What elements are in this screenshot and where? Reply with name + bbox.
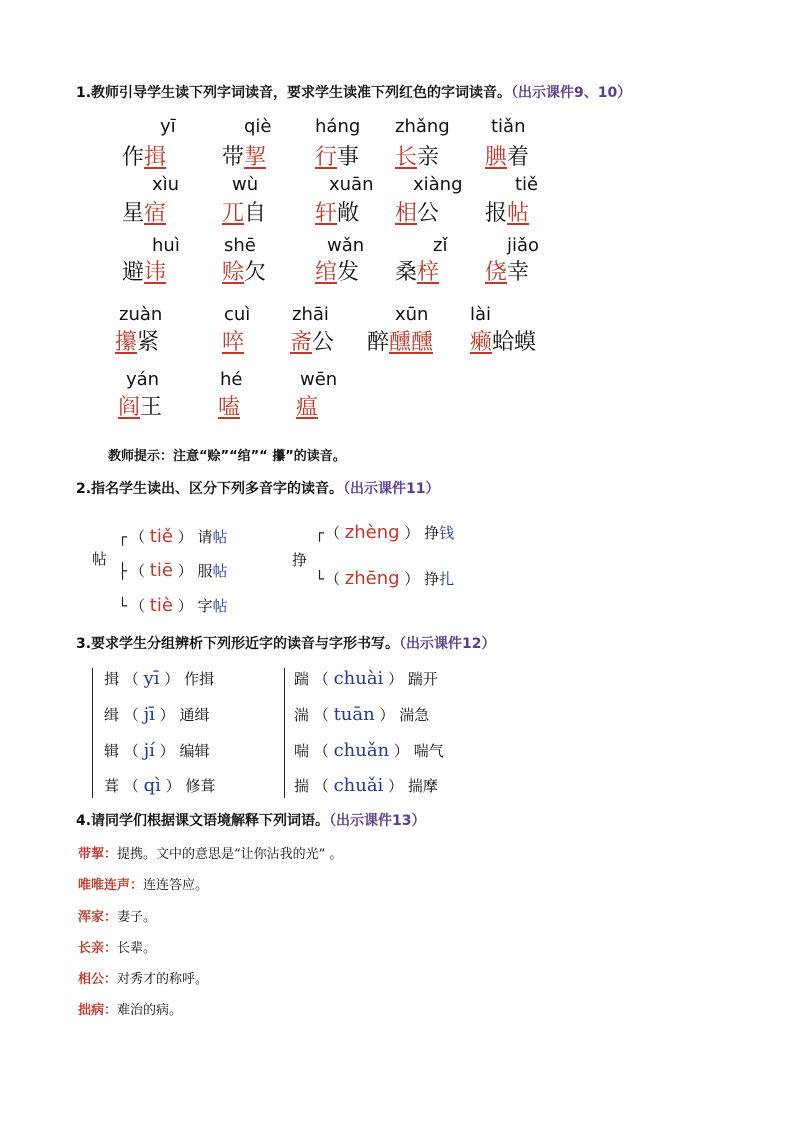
definition-row bbox=[78, 906, 156, 925]
highlight-char: 攥 bbox=[115, 330, 138, 355]
word-item bbox=[122, 255, 166, 286]
paren-open: （ bbox=[309, 742, 334, 760]
word-prefix: 报 bbox=[485, 201, 508, 226]
word-item bbox=[367, 325, 433, 356]
word-item bbox=[222, 140, 266, 171]
polyphone-row bbox=[130, 526, 228, 547]
pinyin: hé bbox=[220, 369, 243, 390]
section3-title: 3.要求学生分组辨析下列形近字的读音与字形书写。 bbox=[76, 636, 400, 652]
polyphone-pinyin: tiě bbox=[149, 526, 173, 547]
polyphone-char: 挣 bbox=[292, 551, 308, 569]
definition-row bbox=[78, 937, 156, 956]
similar-word: 湍急 bbox=[399, 706, 430, 724]
paren-open: （ bbox=[325, 570, 345, 588]
similar-pinyin: jí bbox=[143, 740, 155, 761]
similar-pinyin: chuǎi bbox=[333, 775, 384, 796]
pinyin: xūn bbox=[395, 304, 429, 325]
word-item bbox=[222, 255, 266, 286]
word-suffix: 亲 bbox=[417, 145, 440, 170]
paren-open: （ bbox=[130, 528, 150, 546]
similar-char: 湍 bbox=[294, 706, 310, 724]
highlight-char: 梓 bbox=[417, 260, 440, 285]
word-item bbox=[218, 390, 240, 421]
word-suffix: 欠 bbox=[244, 260, 267, 285]
definition-text: 难治的病。 bbox=[117, 1003, 183, 1018]
word-item bbox=[122, 140, 166, 171]
word-key: 帖 bbox=[212, 562, 228, 580]
polyphone-row bbox=[130, 595, 228, 616]
similar-char-row bbox=[294, 704, 429, 725]
word-item bbox=[485, 255, 529, 286]
pinyin: háng bbox=[315, 116, 361, 137]
similar-char-row bbox=[294, 775, 438, 796]
word-key: 扎 bbox=[439, 570, 455, 588]
highlight-char: 挈 bbox=[244, 145, 267, 170]
highlight-char: 轩 bbox=[315, 201, 338, 226]
brace-mark: ┌ bbox=[315, 524, 325, 542]
similar-char-row bbox=[294, 668, 438, 689]
word-item bbox=[395, 140, 439, 171]
polyphone-pinyin: tiē bbox=[149, 560, 173, 581]
paren-open: （ bbox=[309, 706, 334, 724]
similar-pinyin: tuān bbox=[333, 704, 375, 725]
similar-word: 揣摩 bbox=[407, 777, 438, 795]
word-prefix: 桑 bbox=[395, 260, 418, 285]
similar-word: 踹开 bbox=[407, 670, 438, 688]
paren-open: （ bbox=[119, 777, 144, 795]
section3-note: （出示课件12） bbox=[399, 636, 496, 652]
paren-close: ） bbox=[172, 562, 193, 580]
polyphone-pinyin: zhèng bbox=[344, 522, 400, 543]
definition-text: 长辈。 bbox=[117, 941, 157, 956]
paren-open: （ bbox=[309, 670, 334, 688]
word-suffix: 敞 bbox=[337, 201, 360, 226]
paren-open: （ bbox=[119, 706, 144, 724]
word-suffix: 事 bbox=[337, 145, 360, 170]
definition-term: 浑家： bbox=[78, 910, 118, 925]
similar-pinyin: yī bbox=[143, 668, 160, 689]
highlight-char: 宿 bbox=[144, 201, 167, 226]
definition-term: 带挈： bbox=[78, 847, 118, 862]
polyphone-row bbox=[130, 560, 228, 581]
paren-close: ） bbox=[399, 570, 420, 588]
similar-pinyin: qì bbox=[143, 775, 161, 796]
section2-heading bbox=[76, 478, 440, 498]
highlight-char: 绾 bbox=[315, 260, 338, 285]
paren-close: ） bbox=[172, 597, 193, 615]
teacher-tip: 教师提示：注意“赊”“绾”“ 攥”的读音。 bbox=[108, 449, 346, 464]
word-suffix: 公 bbox=[417, 201, 440, 226]
highlight-char: 帖 bbox=[507, 201, 530, 226]
similar-char-row bbox=[294, 740, 444, 761]
similar-char: 揣 bbox=[294, 777, 310, 795]
similar-char: 辑 bbox=[104, 742, 120, 760]
similar-char: 揖 bbox=[104, 670, 120, 688]
polyphone-pinyin: zhēng bbox=[344, 568, 400, 589]
highlight-char: 相 bbox=[395, 201, 418, 226]
word-prefix: 避 bbox=[122, 260, 145, 285]
word-suffix: 蛤蟆 bbox=[492, 330, 537, 355]
similar-word: 修葺 bbox=[185, 777, 216, 795]
word-item bbox=[315, 255, 359, 286]
word-suffix: 发 bbox=[337, 260, 360, 285]
highlight-char: 赊 bbox=[222, 260, 245, 285]
highlight-char: 嗑 bbox=[218, 395, 241, 420]
similar-word: 作揖 bbox=[184, 670, 215, 688]
similar-word: 喘气 bbox=[413, 742, 444, 760]
pinyin: tiǎn bbox=[491, 116, 526, 137]
word-part: 挣 bbox=[419, 570, 440, 588]
pinyin: yī bbox=[160, 116, 176, 137]
paren-close: ） bbox=[399, 524, 420, 542]
word-suffix: 紧 bbox=[137, 330, 160, 355]
definition-row bbox=[78, 999, 182, 1018]
word-part: 请 bbox=[192, 528, 213, 546]
pinyin: xuān bbox=[329, 174, 374, 195]
polyphone-char: 帖 bbox=[92, 550, 108, 568]
brace-mark: └ bbox=[315, 570, 325, 588]
similar-char-row bbox=[104, 775, 215, 796]
similar-char-row bbox=[104, 740, 209, 761]
definition-term: 唯唯连声： bbox=[78, 878, 144, 893]
similar-word: 通缉 bbox=[179, 706, 210, 724]
definition-text: 妻子。 bbox=[117, 910, 157, 925]
right-bracket-line bbox=[284, 668, 285, 798]
highlight-char: 醺醺 bbox=[389, 330, 434, 355]
similar-char: 喘 bbox=[294, 742, 310, 760]
left-bracket-line bbox=[92, 668, 93, 798]
definition-text: 对秀才的称呼。 bbox=[117, 972, 209, 987]
word-key: 帖 bbox=[212, 597, 228, 615]
paren-close: ） bbox=[159, 670, 185, 688]
word-suffix: 着 bbox=[507, 145, 530, 170]
word-part: 字 bbox=[192, 597, 213, 615]
similar-char: 缉 bbox=[104, 706, 120, 724]
highlight-char: 斋 bbox=[290, 330, 313, 355]
paren-close: ） bbox=[383, 670, 408, 688]
similar-word: 编辑 bbox=[179, 742, 210, 760]
section1-note: （出示课件9、10） bbox=[511, 85, 632, 101]
definition-term: 拙病： bbox=[78, 1003, 118, 1018]
paren-open: （ bbox=[130, 597, 150, 615]
word-item bbox=[395, 255, 439, 286]
paren-close: ） bbox=[160, 777, 186, 795]
paren-close: ） bbox=[389, 742, 414, 760]
word-item bbox=[315, 196, 359, 227]
pinyin: shē bbox=[224, 235, 256, 256]
highlight-char: 瘟 bbox=[296, 395, 319, 420]
definition-row bbox=[78, 968, 208, 987]
pinyin: xiàng bbox=[413, 174, 463, 195]
word-suffix: 公 bbox=[312, 330, 335, 355]
word-prefix: 作 bbox=[122, 145, 145, 170]
paren-close: ） bbox=[172, 528, 193, 546]
similar-char: 踹 bbox=[294, 670, 310, 688]
highlight-char: 行 bbox=[315, 145, 338, 170]
word-item bbox=[485, 196, 529, 227]
word-item bbox=[296, 390, 318, 421]
paren-open: （ bbox=[309, 777, 334, 795]
word-key: 帖 bbox=[212, 528, 228, 546]
highlight-char: 啐 bbox=[222, 330, 245, 355]
word-item bbox=[290, 325, 334, 356]
highlight-char: 揖 bbox=[144, 145, 167, 170]
similar-pinyin: jī bbox=[143, 704, 155, 725]
highlight-char: 长 bbox=[395, 145, 418, 170]
pinyin: wù bbox=[232, 174, 259, 195]
word-suffix: 幸 bbox=[507, 260, 530, 285]
paren-open: （ bbox=[130, 562, 150, 580]
word-item bbox=[122, 196, 166, 227]
highlight-char: 阎 bbox=[118, 395, 141, 420]
word-item bbox=[222, 196, 266, 227]
polyphone-row bbox=[325, 568, 454, 589]
brace-mark: └ bbox=[118, 597, 128, 615]
word-item bbox=[222, 325, 244, 356]
definition-term: 长亲： bbox=[78, 941, 118, 956]
definition-term: 相公： bbox=[78, 972, 118, 987]
brace-mark: ┌ bbox=[118, 528, 128, 546]
brace-mark: ├ bbox=[118, 562, 128, 580]
section4-note: （出示课件13） bbox=[329, 813, 426, 829]
section3-heading bbox=[76, 633, 496, 653]
pinyin: wēn bbox=[300, 369, 338, 390]
paren-open: （ bbox=[119, 742, 144, 760]
word-prefix: 带 bbox=[222, 145, 245, 170]
word-item bbox=[395, 196, 439, 227]
word-part: 挣 bbox=[419, 524, 440, 542]
word-item bbox=[115, 325, 159, 356]
similar-char: 葺 bbox=[104, 777, 120, 795]
definition-text: 提携。文中的意思是“让你沾我的光” 。 bbox=[117, 847, 343, 862]
pinyin: tiě bbox=[515, 174, 539, 195]
word-item bbox=[485, 140, 529, 171]
pinyin: jiǎo bbox=[507, 235, 540, 256]
word-prefix: 醉 bbox=[367, 330, 390, 355]
pinyin: zǐ bbox=[433, 235, 448, 256]
section2-title: 2.指名学生读出、区分下列多音字的读音。 bbox=[76, 481, 344, 497]
similar-char-row bbox=[104, 668, 214, 689]
section1-title: 1.教师引导学生读下列字词读音，要求学生读准下列红色的字词读音。 bbox=[76, 85, 512, 101]
pinyin: zuàn bbox=[119, 304, 163, 325]
definition-row bbox=[78, 843, 342, 862]
word-key: 钱 bbox=[439, 524, 455, 542]
pinyin: wǎn bbox=[327, 235, 365, 256]
word-item bbox=[315, 140, 359, 171]
pinyin: qiè bbox=[244, 116, 272, 137]
paren-close: ） bbox=[374, 706, 400, 724]
highlight-char: 腆 bbox=[485, 145, 508, 170]
word-suffix: 自 bbox=[244, 201, 267, 226]
section4-title: 4.请同学们根据课文语境解释下列词语。 bbox=[76, 813, 330, 829]
pinyin: yán bbox=[126, 369, 160, 390]
similar-char-row bbox=[104, 704, 209, 725]
highlight-char: 癞 bbox=[470, 330, 493, 355]
section2-note: （出示课件11） bbox=[343, 481, 440, 497]
paren-close: ） bbox=[154, 742, 180, 760]
similar-pinyin: chuǎn bbox=[333, 740, 390, 761]
highlight-char: 讳 bbox=[144, 260, 167, 285]
section1-heading bbox=[76, 82, 631, 102]
pinyin: huì bbox=[152, 235, 180, 256]
word-item bbox=[470, 325, 536, 356]
word-prefix: 星 bbox=[122, 201, 145, 226]
highlight-char: 兀 bbox=[222, 201, 245, 226]
polyphone-row bbox=[325, 522, 454, 543]
paren-close: ） bbox=[383, 777, 408, 795]
pinyin: zhāi bbox=[292, 304, 329, 325]
highlight-char: 侥 bbox=[485, 260, 508, 285]
pinyin: cuì bbox=[224, 304, 251, 325]
pinyin: zhǎng bbox=[395, 116, 450, 137]
definition-row bbox=[78, 874, 208, 893]
pinyin: lài bbox=[470, 304, 492, 325]
word-part: 服 bbox=[192, 562, 213, 580]
word-item bbox=[118, 390, 162, 421]
polyphone-pinyin: tiè bbox=[149, 595, 173, 616]
similar-pinyin: chuài bbox=[333, 668, 384, 689]
definition-text: 连连答应。 bbox=[143, 878, 209, 893]
paren-close: ） bbox=[154, 706, 180, 724]
paren-open: （ bbox=[325, 524, 345, 542]
pinyin: xìu bbox=[152, 174, 180, 195]
word-suffix: 王 bbox=[140, 395, 163, 420]
section4-heading bbox=[76, 810, 426, 830]
paren-open: （ bbox=[119, 670, 144, 688]
